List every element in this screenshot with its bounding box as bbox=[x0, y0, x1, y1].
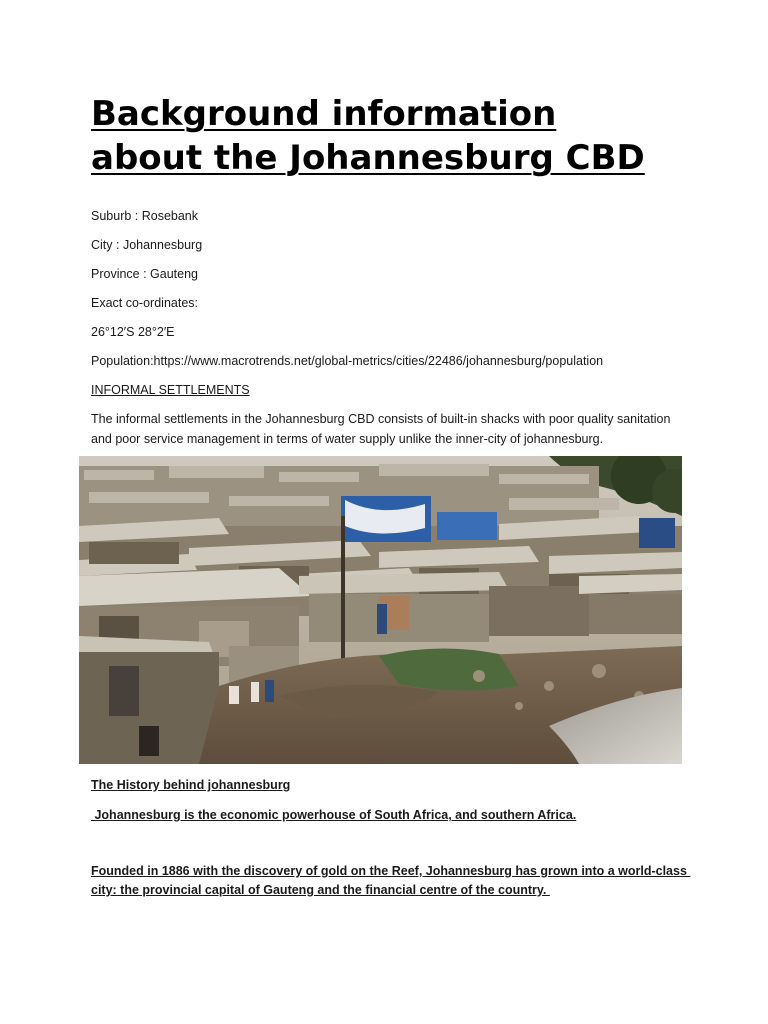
history-line: Johannesburg is the economic powerhouse of South Africa, and southern Africa. bbox=[91, 808, 577, 822]
informal-paragraph-line-2: and poor service management in terms of water supply unlike the inner-city of johannesburg. bbox=[91, 432, 604, 446]
coordinates-label: Exact co-ordinates: bbox=[91, 296, 198, 310]
province-line: Province : Gauteng bbox=[91, 267, 199, 281]
coordinates-value: 26°12′S 28°2′E bbox=[91, 325, 175, 339]
informal-settlement-photo bbox=[79, 456, 682, 764]
informal-paragraph-line-1: The informal settlements in the Johannesburg CBD consists of built-in shacks with poor quality sanitation bbox=[91, 412, 671, 426]
informal-settlements-heading: INFORMAL SETTLEMENTS bbox=[91, 383, 250, 397]
informal-settlements-paragraph bbox=[91, 409, 691, 449]
city-line: City : Johannesburg bbox=[91, 238, 203, 252]
page-title bbox=[91, 92, 711, 180]
title-line-2: about the Johannesburg CBD bbox=[91, 138, 645, 178]
history-heading: The History behind johannesburg bbox=[91, 778, 291, 792]
suburb-line: Suburb : Rosebank bbox=[91, 209, 199, 223]
founded-line-2: city: the provincial capital of Gauteng and the financial centre of the country. bbox=[91, 883, 550, 897]
founded-paragraph bbox=[91, 862, 691, 900]
population-line: Population:https://www.macrotrends.net/global-metrics/cities/22486/johannesburg/population bbox=[91, 354, 604, 368]
founded-line-1: Founded in 1886 with the discovery of gold on the Reef, Johannesburg has grown into a world-class bbox=[91, 864, 691, 878]
title-line-1: Background information bbox=[91, 94, 557, 134]
